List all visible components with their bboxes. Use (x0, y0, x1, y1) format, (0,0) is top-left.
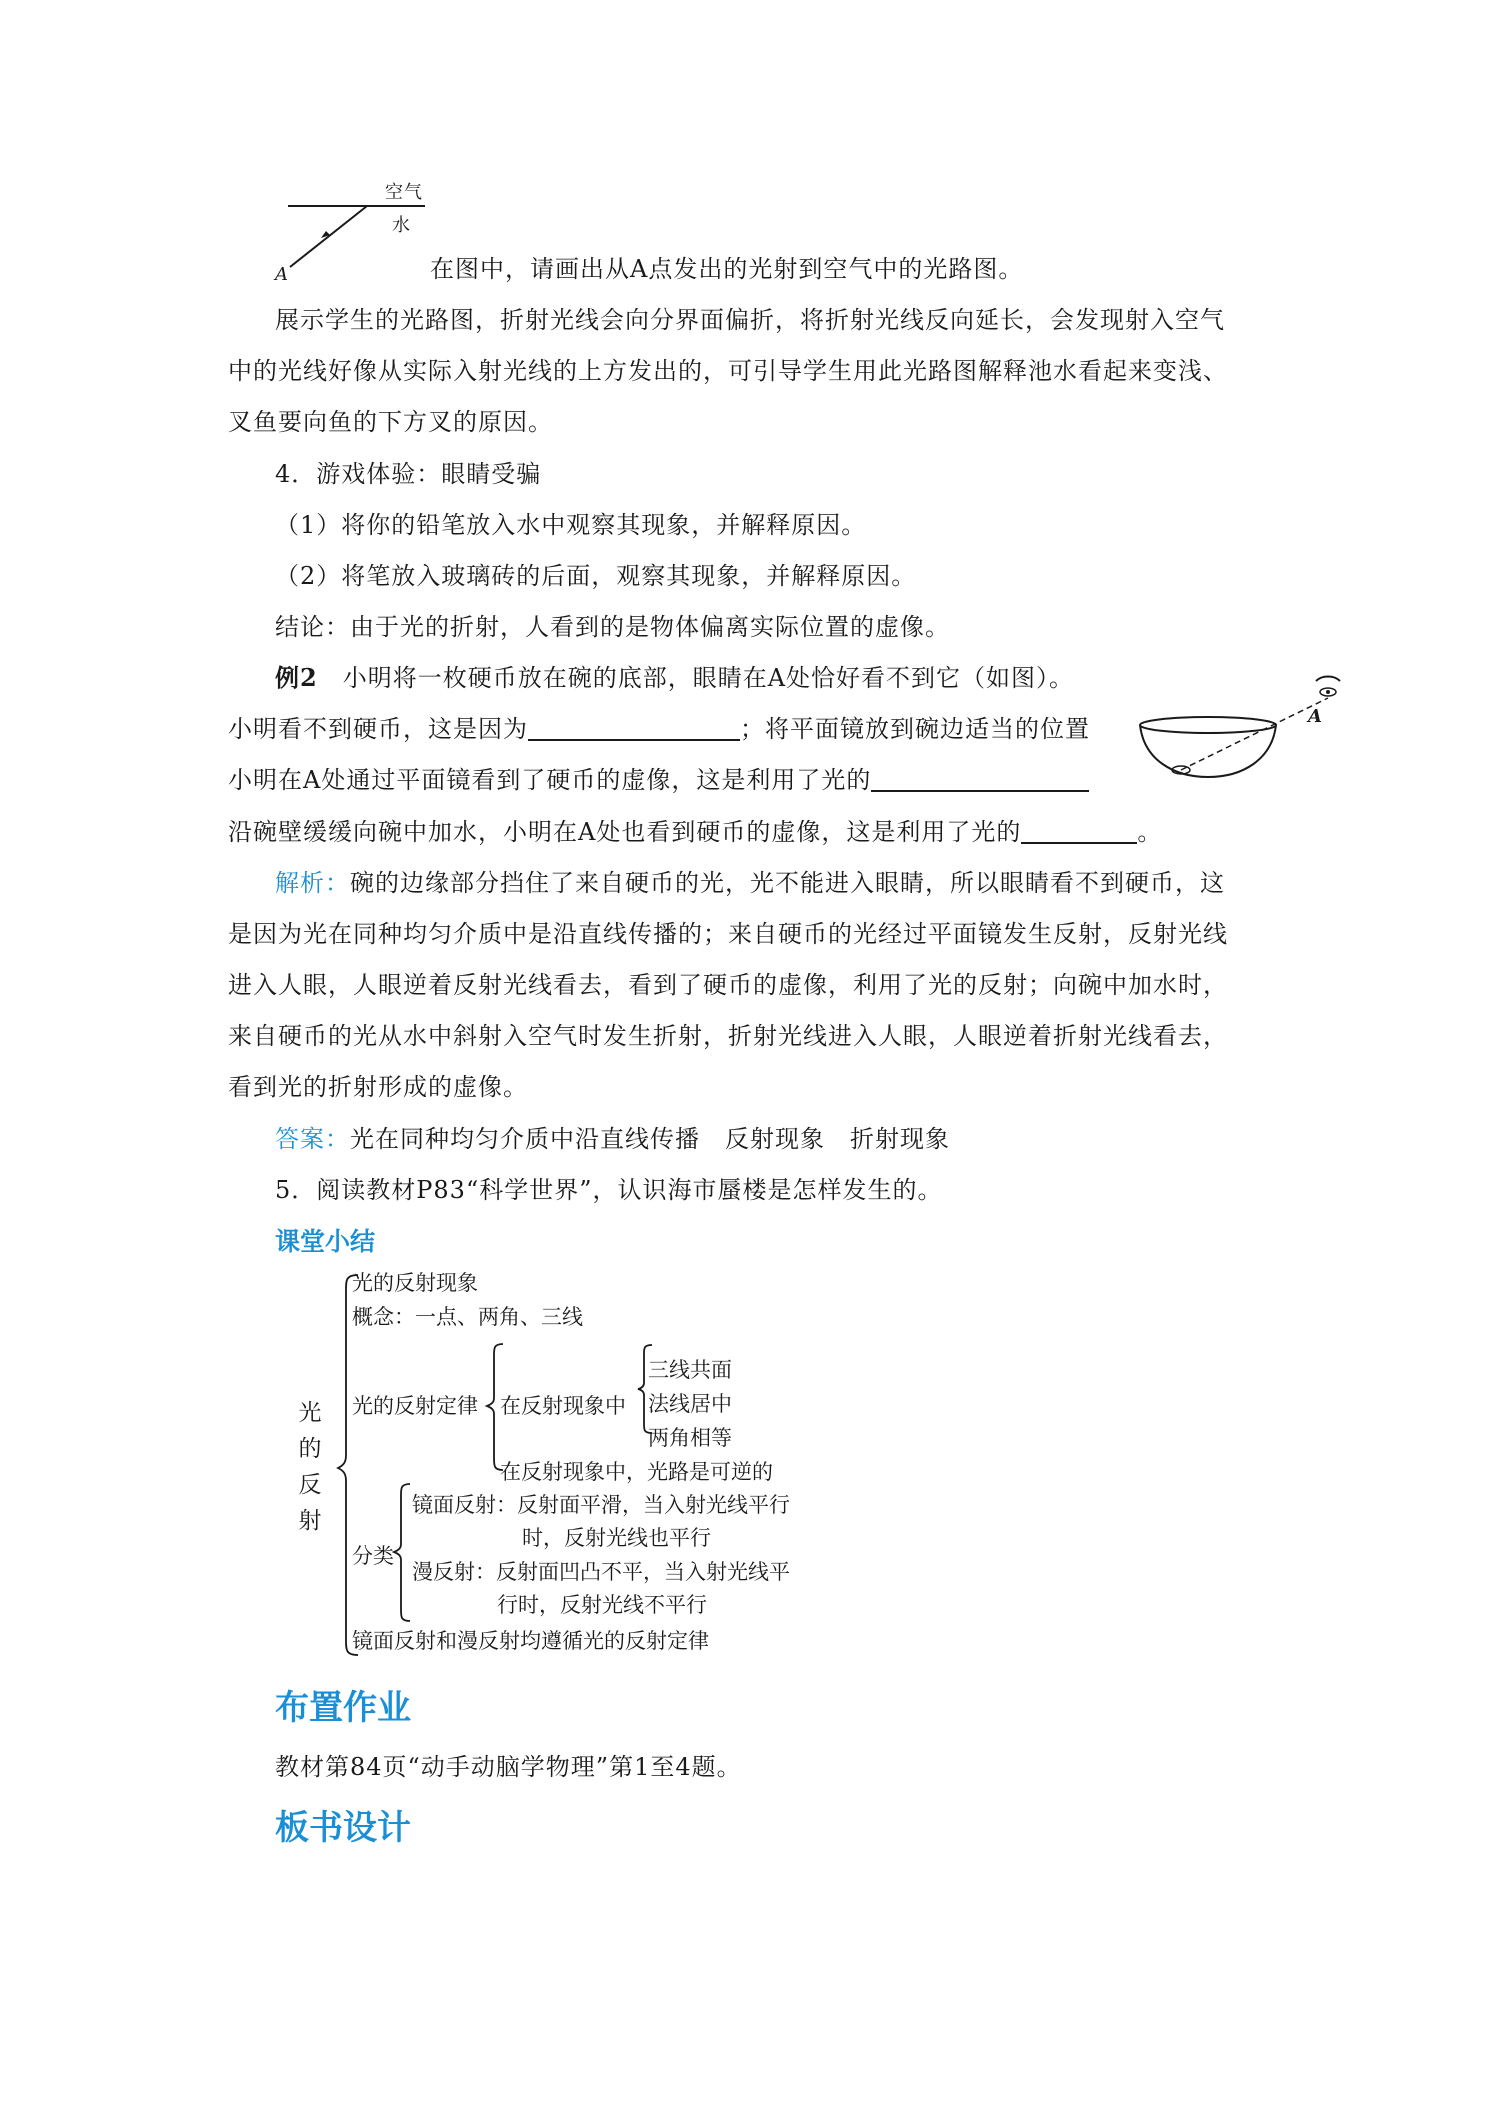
bowl-point-a-label: A (1308, 706, 1323, 727)
example-text: 沿碗壁缓缓向碗中加水，小明在A处也看到硬币的虚像，这是利用了光的 (228, 818, 1022, 846)
homework-text: 教材第84页“动手动脑学物理”第1至4题。 (275, 1753, 742, 1781)
tree-concept: 概念：一点、两角、三线 (352, 1305, 583, 1329)
air-label: 空气 (385, 182, 423, 203)
tree-law-reversible: 在反射现象中，光路是可逆的 (500, 1460, 773, 1484)
tree-root-char: 的 (298, 1436, 322, 1462)
answer-label: 答案： (275, 1125, 350, 1153)
example-text: 小明在A处通过平面镜看到了硬币的虚像，这是利用了光的 (228, 766, 872, 794)
tree-law-item: 法线居中 (648, 1392, 732, 1416)
tree-phenomenon: 光的反射现象 (352, 1271, 478, 1295)
game-title: 4．游戏体验：眼睛受骗 (275, 460, 542, 488)
answer-text: 光在同种均匀介质中沿直线传播 反射现象 折射现象 (350, 1125, 950, 1153)
point-a-label: A (275, 264, 289, 285)
example-text: 小明看不到硬币，这是因为 (228, 715, 528, 743)
tree-law-item: 两角相等 (648, 1426, 732, 1450)
tree-diffuse-1: 漫反射：反射面凹凸不平，当入射光线平 (412, 1560, 790, 1584)
example-text: 小明将一枚硬币放在碗的底部，眼睛在A处恰好看不到它（如图）。 (342, 664, 1075, 692)
tree-law-in: 在反射现象中 (500, 1394, 626, 1418)
tree-root-char: 光 (298, 1400, 322, 1426)
homework-heading: 布置作业 (275, 1688, 411, 1728)
analysis-text: 碗的边缘部分挡住了来自硬币的光，光不能进入眼睛，所以眼睛看不到硬币，这 (350, 869, 1225, 897)
analysis-line: 进入人眼，人眼逆着反射光线看去，看到了硬币的虚像，利用了光的反射；向碗中加水时， (228, 971, 1228, 999)
tree-mirror-2: 时，反射光线也平行 (522, 1526, 711, 1550)
example-text: ；将平面镜放到碗边适当的位置 (740, 715, 1090, 743)
board-heading: 板书设计 (275, 1808, 411, 1848)
analysis-line: 来自硬币的光从水中斜射入空气时发生折射，折射光线进入人眼，人眼逆着折射光线看去， (228, 1022, 1228, 1050)
summary-heading: 课堂小结 (275, 1227, 376, 1256)
tree-diffuse-2: 行时，反射光线不平行 (497, 1593, 707, 1617)
tree-law: 光的反射定律 (352, 1394, 478, 1418)
tree-both: 镜面反射和漫反射均遵循光的反射定律 (352, 1629, 709, 1653)
game-item-1: （1）将你的铅笔放入水中观察其现象，并解释原因。 (275, 511, 867, 539)
paragraph-line: 展示学生的光路图，折射光线会向分界面偏折，将折射光线反向延长，会发现射入空气 (275, 306, 1225, 334)
paragraph-line: 中的光线好像从实际入射光线的上方发出的，可引导学生用此光路图解释池水看起来变浅、 (228, 357, 1228, 385)
tree-mirror-1: 镜面反射：反射面平滑，当入射光线平行 (412, 1493, 790, 1517)
paragraph-line: 叉鱼要向鱼的下方叉的原因。 (228, 408, 553, 436)
reading-item: 5．阅读教材P83“科学世界”，认识海市蜃楼是怎样发生的。 (275, 1176, 943, 1204)
game-conclusion: 结论：由于光的折射，人看到的是物体偏离实际位置的虚像。 (275, 613, 950, 641)
tree-root-char: 反 (298, 1472, 322, 1498)
tree-classify: 分类 (352, 1544, 394, 1568)
example-label: 例2 (275, 663, 318, 692)
game-item-2: （2）将笔放入玻璃砖的后面，观察其现象，并解释原因。 (275, 562, 917, 590)
tree-root-char: 射 (298, 1508, 322, 1534)
example-text: 。 (1137, 818, 1163, 846)
draw-instruction: 在图中，请画出从A点发出的光射到空气中的光路图。 (430, 255, 1024, 283)
water-label: 水 (392, 215, 411, 236)
analysis-line: 看到光的折射形成的虚像。 (228, 1073, 528, 1101)
tree-law-item: 三线共面 (648, 1358, 732, 1382)
analysis-line: 是因为光在同种均匀介质中是沿直线传播的；来自硬币的光经过平面镜发生反射，反射光线 (228, 920, 1228, 948)
analysis-label: 解析： (275, 869, 350, 897)
